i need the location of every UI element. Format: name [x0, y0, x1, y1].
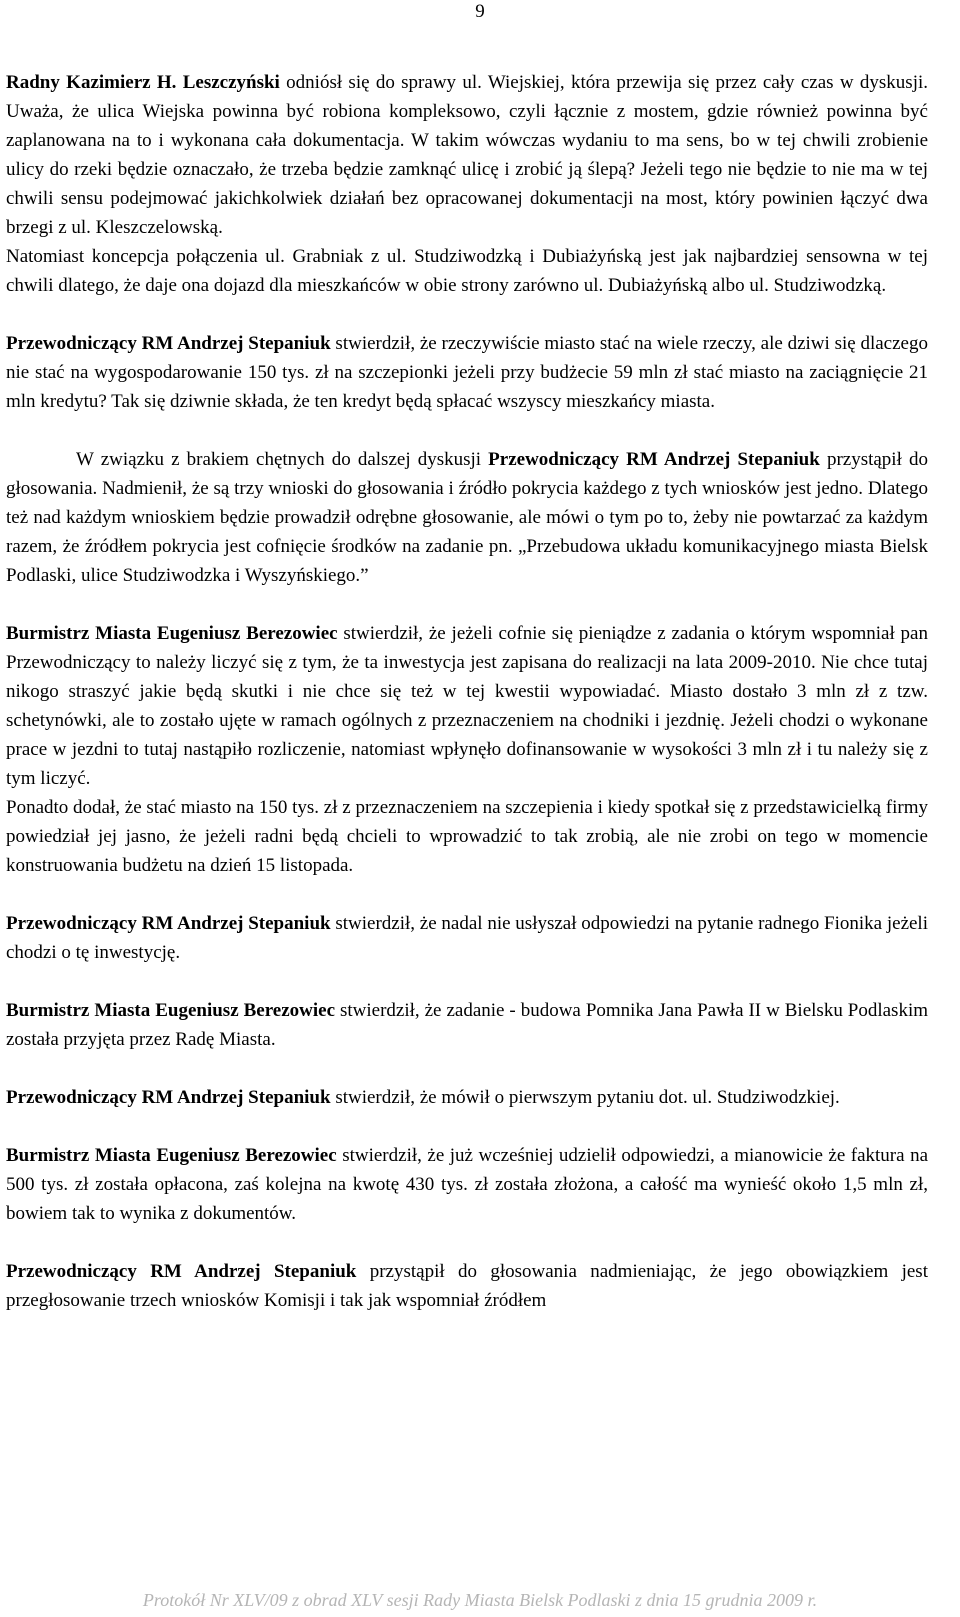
- paragraph-stepaniuk-szczepionki: [6, 329, 928, 416]
- paragraph-lead: W związku z brakiem chętnych do dalszej dyskusji: [76, 449, 489, 470]
- paragraph-glosowanie: [6, 445, 928, 590]
- speaker-name: Burmistrz Miasta Eugeniusz Berezowiec: [6, 1145, 337, 1166]
- speaker-name: Przewodniczący RM Andrzej Stepaniuk: [6, 1261, 357, 1282]
- paragraph-text: stwierdził, że nadal nie usłyszał odpowiedzi na pytanie radnego Fionika jeżeli chodzi o tę inwestycję.: [6, 913, 928, 963]
- paragraph-leszczynski: [6, 68, 928, 242]
- paragraph-text: stwierdził, że rzeczywiście miasto stać na wiele rzeczy, ale dziwi się dlaczego nie stać na wygospodarowanie 150 tys. zł na szczepionki jeżeli przy budżecie 59 mln zł stać miasto na zaciągnięcie 21 mln kredytu? Tak się dziwnie składa, że ten kredyt będą spłacać wszyscy mieszkańcy miasta.: [6, 333, 928, 412]
- page-number: 9: [475, 1, 485, 22]
- paragraph-text: przystąpił do głosowania. Nadmienił, że są trzy wnioski do głosowania i źródło pokrycia każdego z tych wniosków jest jedno. Dlatego też nad każdym wnioskiem będzie prowadził odrębne głosowanie, ale mówi o tym po to, żeby nie powtarzać za każdym razem, że źródłem pokrycia jest cofnięcie środków na zadanie pn. „Przebudowa układu komunikacyjnego miasta Bielsk Podlaski, ulice Studziwodzka i Wyszyńskiego.”: [6, 449, 928, 586]
- paragraph-koncepcja: [6, 242, 928, 300]
- speaker-name: Burmistrz Miasta Eugeniusz Berezowiec: [6, 623, 338, 644]
- paragraph-ponadto: [6, 793, 928, 880]
- speaker-name: Radny Kazimierz H. Leszczyński: [6, 72, 280, 93]
- paragraph-stepaniuk-wnioski: [6, 1257, 928, 1315]
- paragraph-text: odniósł się do sprawy ul. Wiejskiej, która przewija się przez cały czas w dyskusji. Uważa, że ulica Wiejska powinna być robiona kompleksowo, czyli łącznie z mostem, gdzie również powinna być zaplanowana na to i wykonana cała dokumentacja. W takim wówczas wydaniu to ma sens, bo w tej chwili zrobienie ulicy do rzeki będzie oznaczało, że trzeba będzie zamknąć ulicę i zrobić ją ślepą? Jeżeli tego nie będzie to nie ma w tej chwili sensu podejmować jakichkolwiek działań bez opracowanej dokumentacji na most, który powinien łączyć dwa brzegi z ul. Kleszczelowską.: [6, 72, 929, 238]
- paragraph-stepaniuk-fionik: [6, 909, 928, 967]
- paragraph-stepaniuk-studziwodzka: [6, 1083, 928, 1112]
- paragraph-text: przystąpił do głosowania nadmieniając, że jego obowiązkiem jest przegłosowanie trzech wniosków Komisji i tak jak wspomniał źródłem: [6, 1261, 928, 1311]
- paragraph-berezowiec-zadanie: [6, 619, 928, 793]
- paragraph-berezowiec-faktura: [6, 1141, 928, 1228]
- paragraph-text: stwierdził, że już wcześniej udzielił odpowiedzi, a mianowicie że faktura na 500 tys. zł została opłacona, zaś kolejna na kwotę 430 tys. zł została złożona, a całość ma wynieść około 1,5 mln zł, bowiem tak to wynika z dokumentów.: [6, 1145, 929, 1224]
- paragraph-text: stwierdził, że zadanie - budowa Pomnika Jana Pawła II w Bielsku Podlaskim została przyjęta przez Radę Miasta.: [6, 1000, 929, 1050]
- speaker-name: Burmistrz Miasta Eugeniusz Berezowiec: [6, 1000, 336, 1021]
- speaker-name: Przewodniczący RM Andrzej Stepaniuk: [6, 333, 331, 354]
- page-footer: Protokół Nr XLV/09 z obrad XLV sesji Rady Miasta Bielsk Podlaski z dnia 15 grudnia 2009 r.: [142, 1590, 818, 1610]
- speaker-name: Przewodniczący RM Andrzej Stepaniuk: [6, 1087, 331, 1108]
- paragraph-text: Ponadto dodał, że stać miasto na 150 tys. zł z przeznaczeniem na szczepienia i kiedy spotkał się z przedstawicielką firmy powiedział jej jasno, że jeżeli radni będą chcieli to wprowadzić to tak zrobią, ale nie zrobi on tego w momencie konstruowania budżetu na dzień 15 listopada.: [6, 797, 928, 876]
- paragraph-text: stwierdził, że mówił o pierwszym pytaniu dot. ul. Studziwodzkiej.: [330, 1087, 840, 1108]
- paragraph-text: stwierdził, że jeżeli cofnie się pieniądze z zadania o którym wspomniał pan Przewodniczący to należy liczyć się z tym, że ta inwestycja jest zapisana do realizacji na lata 2009-2010. Nie chce tutaj nikogo straszyć jakie będą skutki i nie chce się też w tej kwestii wypowiadać. Miasto dostało 3 mln zł z tzw. schetynówki, ale to zostało ujęte w ramach ogólnych z przeznaczeniem na chodniki i jezdnię. Jeżeli chodzi o wykonane prace w jezdni to tutaj nastąpiło rozliczenie, natomiast wpłynęło dofinansowanie w wysokości 3 mln zł i tu należy się z tym liczyć.: [6, 623, 928, 789]
- speaker-name: Przewodniczący RM Andrzej Stepaniuk: [488, 449, 820, 470]
- document-body: [6, 68, 928, 1315]
- paragraph-text: Natomiast koncepcja połączenia ul. Grabniak z ul. Studziwodzką i Dubiażyńską jest jak najbardziej sensowna w tej chwili dlatego, że daje ona dojazd dla mieszkańców w obie strony zarówno ul. Dubiażyńską albo ul. Studziwodzką.: [6, 246, 928, 296]
- paragraph-berezowiec-pomnik: [6, 996, 928, 1054]
- speaker-name: Przewodniczący RM Andrzej Stepaniuk: [6, 913, 331, 934]
